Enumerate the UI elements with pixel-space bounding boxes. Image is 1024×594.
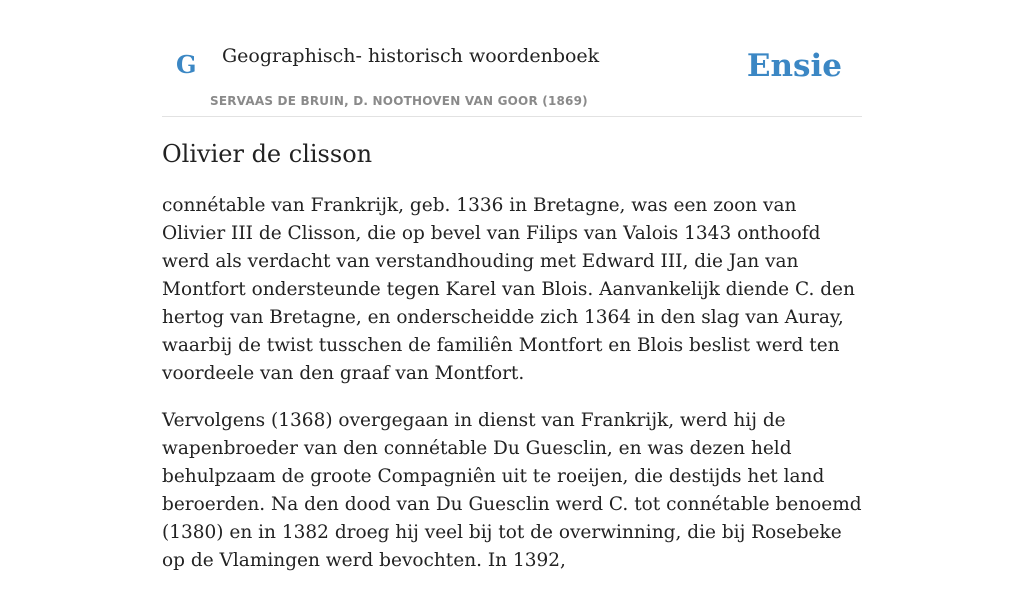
entry-body <box>162 192 862 594</box>
entry-paragraph: connétable van Frankrijk, geb. 1336 in Bretagne, was een zoon van Olivier III de Clisson, die op bevel van Filips van Valois 1343 onthoofd werd als verdacht van verstandhouding met Edward III, die Jan van Montfort ondersteunde tegen Karel van Blois. Aanvankelijk diende C. den hertog van Bretagne, en onderscheidde zich 1364 in den slag van Auray, waarbij de twist tusschen de familiên Montfort en Blois beslist werd ten voordeele van den graaf van Montfort. <box>162 195 855 384</box>
ensie-logo[interactable]: Ensie <box>746 48 842 84</box>
entry-title: Olivier de clisson <box>162 140 373 168</box>
entry-paragraph: Vervolgens (1368) overgegaan in dienst van Frankrijk, werd hij de wapenbroeder van den connétable Du Guesclin, en was dezen held behulpzaam de groote Compagniên uit te roeijen, die destijds het land beroerden. Na den dood van Du Guesclin werd C. tot connétable benoemd (1380) en in 1382 droeg hij veel bij tot de overwinning, die bij Rosebeke op de Vlamingen werd bevochten. In 1392, <box>162 410 862 571</box>
book-authors: SERVAAS DE BRUIN, D. NOOTHOVEN VAN GOOR (1869) <box>210 94 588 108</box>
book-title-link[interactable]: Geographisch- historisch woordenboek <box>222 45 600 67</box>
book-logo-icon[interactable]: G <box>176 50 197 79</box>
site-header <box>162 0 862 117</box>
